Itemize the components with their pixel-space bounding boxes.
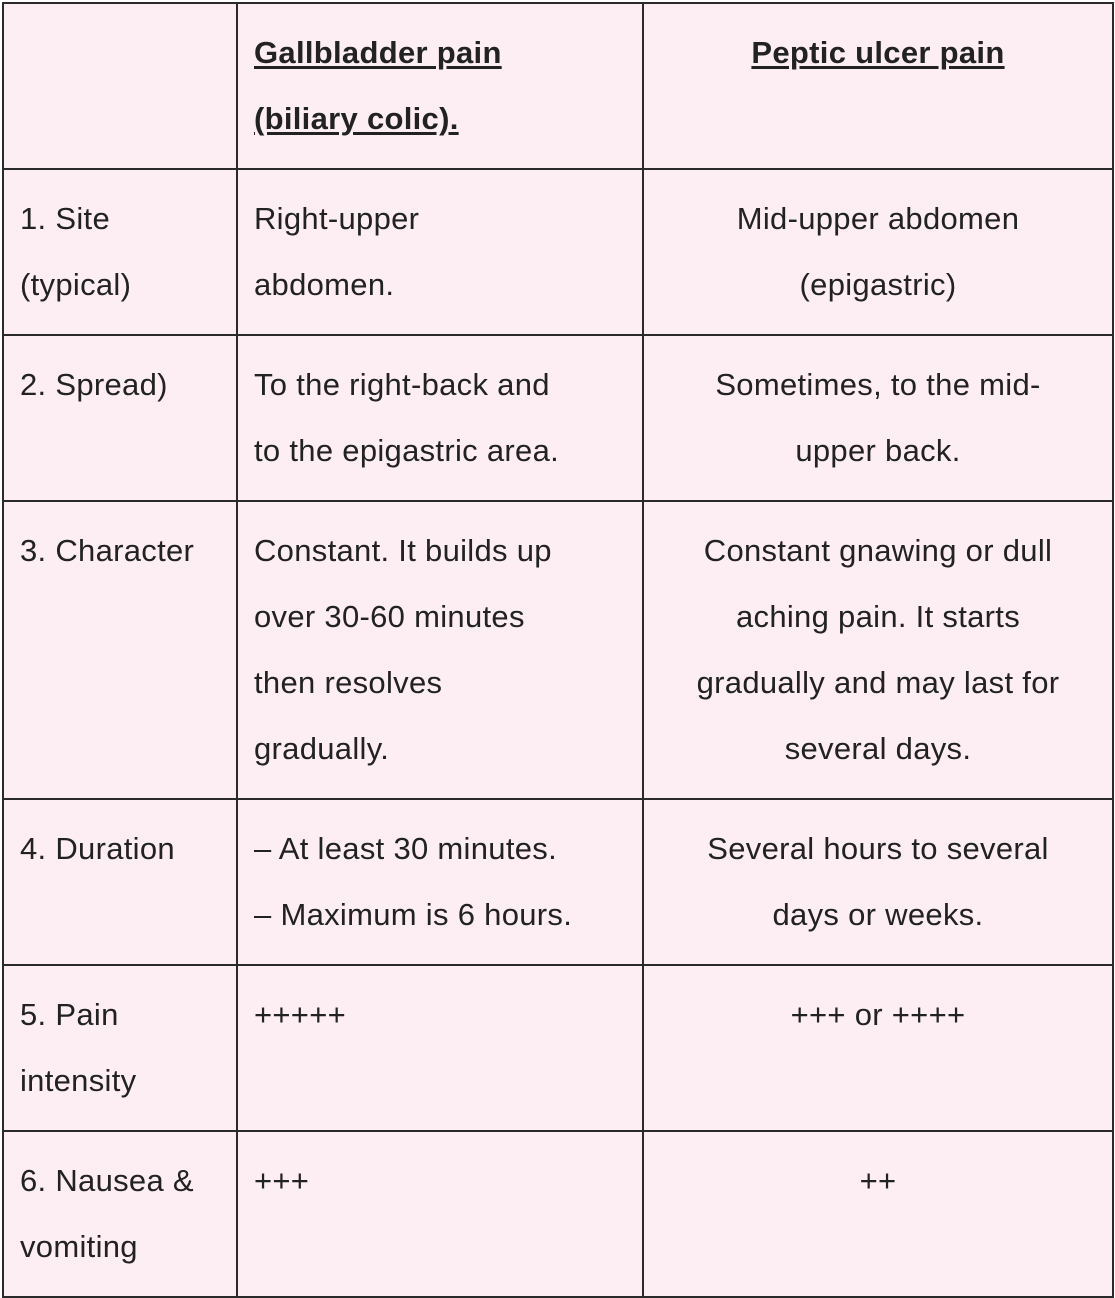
gallbladder-cell — [237, 501, 643, 799]
peptic-text: Sometimes, to the mid- — [715, 367, 1041, 402]
table-row — [3, 169, 1113, 335]
header-gallbladder-title: Gallbladder pain — [254, 35, 502, 70]
header-peptic-cell — [643, 3, 1113, 169]
gallbladder-text: – At least 30 minutes. — [254, 831, 557, 866]
row-label-text: 4. Duration — [20, 831, 175, 866]
peptic-cell — [643, 501, 1113, 799]
header-gallbladder-cell — [237, 3, 643, 169]
table-row — [3, 965, 1113, 1131]
row-label-cell — [3, 335, 237, 501]
gallbladder-text: Constant. It builds up — [254, 533, 552, 568]
row-label-cell — [3, 799, 237, 965]
row-label-text: 6. Nausea & — [20, 1163, 194, 1198]
gallbladder-text: +++++ — [254, 997, 347, 1032]
header-empty-cell — [3, 3, 237, 169]
peptic-text: (epigastric) — [799, 267, 957, 302]
peptic-text: upper back. — [795, 433, 961, 468]
gallbladder-text: then resolves — [254, 665, 443, 700]
table-row — [3, 1131, 1113, 1297]
gallbladder-cell — [237, 799, 643, 965]
header-gallbladder-subtitle: (biliary colic). — [254, 101, 459, 136]
gallbladder-text: abdomen. — [254, 267, 395, 302]
row-label-cell — [3, 169, 237, 335]
peptic-text: +++ or ++++ — [790, 997, 966, 1032]
header-peptic-title: Peptic ulcer pain — [751, 35, 1005, 70]
row-label-text: 5. Pain — [20, 997, 119, 1032]
gallbladder-cell — [237, 335, 643, 501]
table-header-row — [3, 3, 1113, 169]
peptic-cell — [643, 799, 1113, 965]
gallbladder-text: Right-upper — [254, 201, 420, 236]
peptic-text: Constant gnawing or dull — [703, 533, 1053, 568]
table-row — [3, 335, 1113, 501]
gallbladder-cell — [237, 1131, 643, 1297]
gallbladder-cell — [237, 965, 643, 1131]
row-label-cell — [3, 501, 237, 799]
peptic-text: days or weeks. — [772, 897, 984, 932]
gallbladder-text: +++ — [254, 1163, 310, 1198]
gallbladder-text: gradually. — [254, 731, 390, 766]
peptic-text: ++ — [859, 1163, 897, 1198]
peptic-text: Several hours to several — [707, 831, 1049, 866]
peptic-cell — [643, 335, 1113, 501]
gallbladder-text: to the epigastric area. — [254, 433, 560, 468]
comparison-table — [2, 2, 1114, 1298]
gallbladder-text: To the right-back and — [254, 367, 550, 402]
peptic-cell — [643, 965, 1113, 1131]
row-label-cell — [3, 1131, 237, 1297]
row-label-cell — [3, 965, 237, 1131]
row-label-text: 2. Spread) — [20, 367, 168, 402]
gallbladder-text: over 30-60 minutes — [254, 599, 525, 634]
table-row — [3, 799, 1113, 965]
peptic-text: Mid-upper abdomen — [736, 201, 1020, 236]
row-label-text: (typical) — [20, 267, 132, 302]
peptic-cell — [643, 1131, 1113, 1297]
peptic-text: several days. — [784, 731, 972, 766]
row-label-text: vomiting — [20, 1229, 138, 1264]
gallbladder-text: – Maximum is 6 hours. — [254, 897, 573, 932]
peptic-text: gradually and may last for — [696, 665, 1060, 700]
row-label-text: 1. Site — [20, 201, 110, 236]
row-label-text: 3. Character — [20, 533, 195, 568]
table-row — [3, 501, 1113, 799]
peptic-cell — [643, 169, 1113, 335]
gallbladder-cell — [237, 169, 643, 335]
peptic-text: aching pain. It starts — [735, 599, 1021, 634]
row-label-text: intensity — [20, 1063, 137, 1098]
